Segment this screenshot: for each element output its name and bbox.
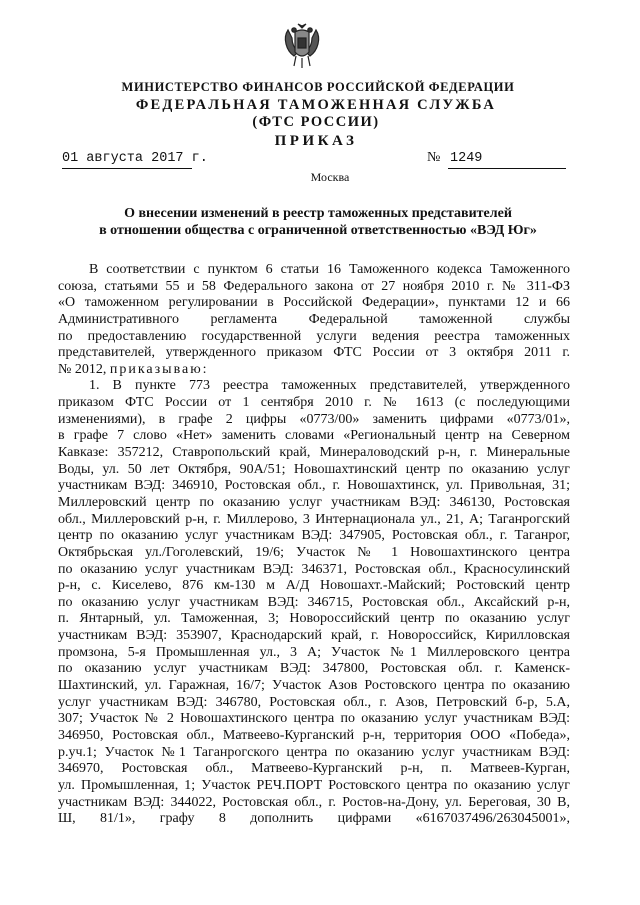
subject-line-2: в отношении общества с ограниченной ответственностью «ВЭД Юг» [99, 223, 537, 238]
body-line: участникам ВЭД: 346910, Ростовская обл., г. Новошахтинск, ул. Привольная, 31; [58, 478, 570, 494]
body-line: Ш, 81/1», графу 8 дополнить цифрами «6167037496/263045001», [58, 811, 570, 827]
service-name: ФЕДЕРАЛЬНАЯ ТАМОЖЕННАЯ СЛУЖБА [135, 97, 497, 113]
body-line: по оказанию услуг участникам ВЭД: 347800, Ростовская обл. г. Каменск- [58, 661, 570, 677]
body-line: 346950, Ростовская обл., Матвеево-Курганский р-н, территория ООО «Победа», [58, 727, 570, 743]
body-line: по оказанию услуг участникам ВЭД: 346371, Ростовская обл., Красносулинский [58, 561, 570, 577]
body-line: представителей, утвержденного приказом ФТС России от 3 октября 2011 г. [58, 345, 570, 361]
city: Москва [310, 170, 350, 184]
body-line: по предоставлению государственной услуги ведения реестра таможенных [58, 328, 570, 344]
ministry-name: МИНИСТЕРСТВО ФИНАНСОВ РОССИЙСКОЙ ФЕДЕРАЦИИ [121, 80, 515, 94]
body-line: 1. В пункте 773 реестра таможенных представителей, утвержденного [89, 378, 570, 394]
body-line: 346970, Ростовская обл., Матвеево-Курганский р-н, п. Матвеев-Курган, [58, 761, 570, 777]
number-label: № [427, 150, 441, 165]
decree-word: приказываю: [109, 361, 209, 377]
body-line: союза, статьями 55 и 58 Федерального закона от 27 ноября 2010 г. № 311-ФЗ [58, 278, 570, 294]
body-line: Октябрьская ул./Гоголевский, 19/6; Участок № 1 Новошахтинского центра [58, 544, 570, 560]
body-line: приказом ФТС России от 1 сентября 2010 г. № 1613 (с последующими [58, 395, 570, 411]
body-line: В соответствии с пунктом 6 статьи 16 Таможенного кодекса Таможенного [89, 262, 570, 277]
service-abbreviation: (ФТС РОССИИ) [252, 114, 380, 130]
body-line: промзона, 5-я Промышленная ул., 3 А; Участок №1 Миллеровского центра [58, 644, 570, 660]
body-line: центр по оказанию услуг участникам ВЭД: 347905, Ростовская обл., г. Таганрог, [58, 528, 570, 544]
body-line: р.уч.1; Участок №1 Таганрогского центра по оказанию услуг участникам ВЭД: [58, 744, 570, 760]
document-number: 1249 [450, 151, 483, 166]
body-line: Миллеровский центр по оказанию услуг участникам ВЭД: 346130, Ростовская [58, 494, 570, 510]
body-line: в графе 7 слово «Нет» заменить словами «Региональный центр на Северном [58, 428, 570, 444]
body-line: р-н, с. Киселево, 876 км-130 м А/Д Новошахт.-Майский; Ростовский центр [58, 578, 570, 594]
body-line: п. Янтарный, ул. Таможенная, 3; Новороссийский центр по оказанию услуг [58, 611, 570, 627]
body-line: изменениями), в графе 2 цифры «0773/00» заменить цифрами «0773/01», [58, 411, 570, 427]
document-type: ПРИКАЗ [274, 133, 358, 149]
coat-of-arms-icon [280, 22, 324, 72]
number-field [448, 150, 566, 169]
body-line: Шахтинский, ул. Гаражная, 16/7; Участок Азов Ростовского центра по оказанию [58, 678, 570, 694]
body-line: услуг участникам ВЭД: 346780, Ростовская обл., г. Азов, Петровский б-р, 5.А, [58, 694, 570, 710]
body-line: ул. Промышленная, 1; Участок РЕЧ.ПОРТ Ростовского центра по оказанию услуг [58, 777, 570, 793]
document-body [58, 262, 570, 828]
body-line: Кавказе: 357212, Ставропольский край, Минераловодский р-н, г. Минеральные [58, 445, 570, 461]
date-field [62, 150, 208, 169]
body-line: Воды, ул. 50 лет Октября, 90А/51; Новошахтинский центр по оказанию услуг [58, 461, 570, 477]
document-date: 01 августа 2017 г. [62, 151, 208, 166]
body-line: участникам ВЭД: 353907, Краснодарский край, г. Новороссийск, Кирилловская [58, 628, 570, 644]
body-line: участникам ВЭД: 344022, Ростовская обл., г. Ростов-на-Дону, ул. Береговая, 30 В, [58, 794, 570, 810]
subject-line-1: О внесении изменений в реестр таможенных представителей [124, 206, 512, 221]
body-line: «О таможенном регулировании в Российской Федерации», пунктами 12 и 66 [58, 295, 570, 311]
body-line: Административного регламента Федеральной таможенной службы [58, 311, 570, 327]
body-line: 307; Участок № 2 Новошахтинского центра по оказанию услуг участникам ВЭД: [58, 711, 570, 727]
body-line: по оказанию услуг участникам ВЭД: 346715, Ростовская обл., Аксайский р-н, [58, 594, 570, 610]
body-line: № 2012, приказываю: [58, 361, 209, 377]
body-line: обл., Миллеровский р-н, г. Миллерово, 3 Интернационала ул., 21, А; Таганрогский [58, 511, 570, 527]
